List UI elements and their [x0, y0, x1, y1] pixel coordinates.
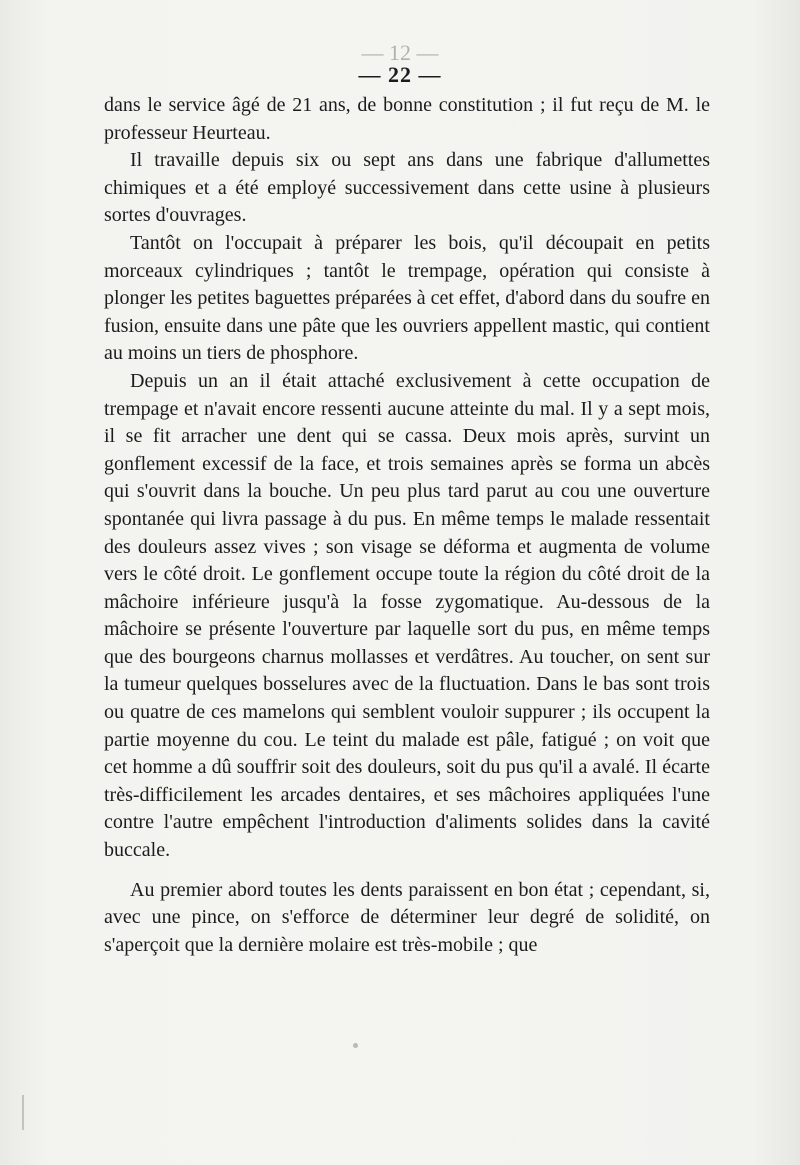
page-edge-mark [22, 1095, 24, 1130]
paragraph-4: Depuis un an il était attaché exclusivement à cette occupation de trempage et n'avait encore ressenti aucune atteinte du mal. Il y a sept mois, il se fit arracher une dent qui se cassa. Deux mois après, survint un gonflement excessif de la face, et trois semaines après se forma un abcès qui s'ouvrit dans la bouche. Un peu plus tard parut au cou une ouverture spontanée qui livra passage à du pus. En même temps le malade ressentait des douleurs assez vives ; son visage se déforma et augmenta de volume vers le côté droit. Le gonflement occupe toute la région du côté droit de la mâchoire inférieure jusqu'à la fosse zygomatique. Au-dessous de la mâchoire se présente l'ouverture par laquelle sort du pus, en même temps que des bourgeons charnus mollasses et verdâtres. Au toucher, on sent sur la tumeur quelques bosselures avec de la fluctuation. Dans le bas sont trois ou quatre de ces mamelons qui semblent vouloir suppurer ; ils occupent la partie moyenne du cou. Le teint du malade est pâle, fatigué ; on voit que cet homme a dû souffrir soit des douleurs, soit du pus qu'il a avalé. Il écarte très-difficilement les arcades dentaires, et ses mâchoires appliquées l'une contre l'autre empêchent l'introduction d'aliments solides dans la cavité buccale. [104, 369, 710, 862]
paragraph-5: Au premier abord toutes les dents paraissent en bon état ; cependant, si, avec une pince, on s'efforce de déterminer leur degré de solidité, on s'aperçoit que la dernière molaire est très-mobile ; que [104, 878, 710, 956]
bleed-through-page-number: — 12 — [361, 40, 439, 65]
page-speck [353, 1043, 358, 1048]
paragraph-3: Tantôt on l'occupait à préparer les bois, qu'il découpait en petits morceaux cylindriques ; tantôt le trempage, opération qui consiste à plonger les petites baguettes préparées à cet effet, d'abord dans du soufre en fusion, ensuite dans une pâte que les ouvriers appellent mastic, qui contient au moins un tiers de phosphore. [104, 231, 710, 365]
paragraph-2: Il travaille depuis six ou sept ans dans une fabrique d'allumettes chimiques et a été employé successivement dans cette usine à plusieurs sortes d'ouvrages. [104, 149, 710, 227]
paragraph-1: dans le service âgé de 21 ans, de bonne constitution ; il fut reçu de M. le professeur Heurteau. [104, 94, 710, 144]
page-number: — 22 — [358, 62, 442, 87]
body-text [104, 92, 710, 959]
